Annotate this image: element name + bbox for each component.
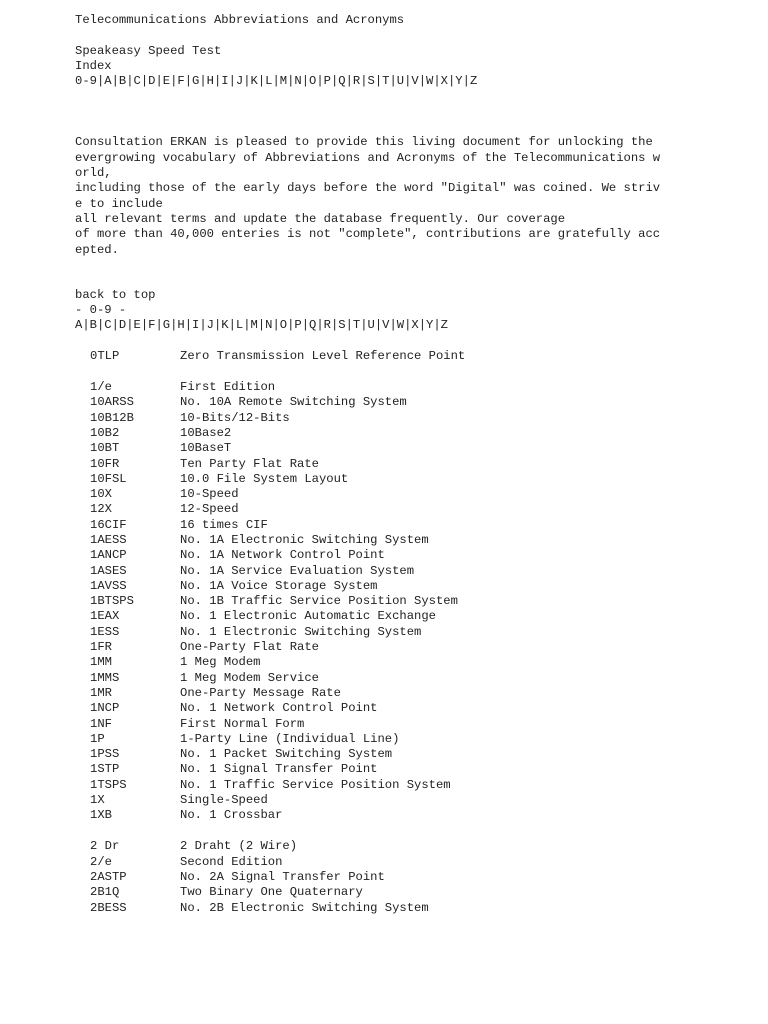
abbreviation-row — [75, 901, 755, 916]
abbreviation-term: 1BTSPS — [90, 594, 134, 609]
intro-line: orld, — [75, 166, 112, 181]
speed-test-link[interactable]: Speakeasy Speed Test — [75, 43, 222, 58]
abbreviation-row — [75, 655, 755, 670]
abbreviation-definition: No. 1 Electronic Switching System — [180, 624, 422, 639]
abbreviation-definition: One-Party Flat Rate — [180, 640, 319, 655]
abbreviation-row — [75, 701, 755, 716]
abbreviation-term: 10FSL — [90, 471, 127, 486]
abbreviation-row — [75, 885, 755, 900]
intro-line: including those of the early days before the word "Digital" was coined. We striv — [75, 181, 661, 196]
abbreviation-definition: No. 1B Traffic Service Position System — [180, 594, 458, 609]
abbreviation-term: 1ESS — [90, 624, 120, 639]
abbreviation-term: 2/e — [90, 854, 112, 869]
abbreviation-definition: No. 1A Network Control Point — [180, 548, 385, 563]
abbreviation-row — [75, 747, 755, 762]
abbreviation-definition: No. 1 Electronic Automatic Exchange — [180, 609, 436, 624]
abbreviation-definition: First Edition — [180, 380, 276, 395]
abbreviation-term: 1EAX — [90, 609, 120, 624]
letter-nav-links[interactable]: A|B|C|D|E|F|G|H|I|J|K|L|M|N|O|P|Q|R|S|T|U|V|W|X|Y|Z — [75, 318, 448, 333]
abbreviation-row — [75, 426, 755, 441]
spacer — [75, 824, 755, 840]
abbreviation-row — [75, 349, 755, 364]
index-link[interactable]: Index — [75, 58, 112, 73]
abbreviation-term: 1AESS — [90, 533, 127, 547]
abbreviation-group — [75, 839, 755, 915]
abbreviation-list — [75, 349, 755, 916]
abbreviation-definition: No. 1A Voice Storage System — [180, 578, 378, 593]
abbreviation-term: 1MMS — [90, 670, 120, 685]
abbreviation-definition: Ten Party Flat Rate — [180, 456, 319, 471]
abbreviation-term: 1ASES — [90, 563, 127, 578]
section-heading: - 0-9 - — [75, 303, 127, 318]
abbreviation-term: 12X — [90, 502, 112, 517]
abbreviation-row — [75, 564, 755, 579]
abbreviation-definition: No. 2B Electronic Switching System — [180, 900, 429, 915]
abbreviation-definition: 10.0 File System Layout — [180, 471, 349, 486]
abbreviation-term: 10FR — [90, 456, 120, 471]
abbreviation-group — [75, 380, 755, 824]
abbreviation-row — [75, 487, 755, 502]
document-title: Telecommunications Abbreviations and Acronyms — [75, 13, 405, 27]
abbreviation-row — [75, 395, 755, 410]
abbreviation-definition: 1 Meg Modem — [180, 655, 261, 670]
abbreviation-row — [75, 441, 755, 456]
spacer — [75, 28, 755, 43]
abbreviation-row — [75, 686, 755, 701]
abbreviation-term: 1MR — [90, 685, 112, 700]
document-page — [75, 13, 755, 916]
abbreviation-term: 1P — [90, 731, 105, 746]
abbreviation-row — [75, 870, 755, 885]
abbreviation-definition: First Normal Form — [180, 716, 305, 731]
abbreviation-term: 2ASTP — [90, 869, 127, 884]
abbreviation-definition: 10-Speed — [180, 487, 239, 502]
abbreviation-row — [75, 579, 755, 594]
abbreviation-row — [75, 762, 755, 777]
abbreviation-term: 10BT — [90, 441, 120, 456]
abbreviation-definition: 10BaseT — [180, 441, 232, 456]
intro-line: evergrowing vocabulary of Abbreviations and Acronyms of the Telecommunications w — [75, 150, 661, 165]
abbreviation-row — [75, 793, 755, 808]
spacer — [75, 89, 755, 135]
abbreviation-term: 1FR — [90, 640, 112, 655]
index-letter-links[interactable]: 0-9|A|B|C|D|E|F|G|H|I|J|K|L|M|N|O|P|Q|R|S|T|U|V|W|X|Y|Z — [75, 74, 478, 89]
abbreviation-row — [75, 457, 755, 472]
spacer — [75, 364, 755, 380]
spacer — [75, 334, 755, 349]
abbreviation-definition: No. 1A Service Evaluation System — [180, 563, 415, 578]
abbreviation-definition: No. 1A Electronic Switching System — [180, 533, 429, 547]
abbreviation-definition: No. 1 Crossbar — [180, 808, 283, 823]
abbreviation-row — [75, 533, 755, 548]
abbreviation-term: 1NCP — [90, 701, 120, 716]
abbreviation-row — [75, 411, 755, 426]
abbreviation-term: 10X — [90, 487, 112, 502]
abbreviation-term: 1XB — [90, 808, 112, 823]
abbreviation-term: 2BESS — [90, 900, 127, 915]
abbreviation-definition: No. 1 Signal Transfer Point — [180, 762, 378, 777]
abbreviation-row — [75, 594, 755, 609]
abbreviation-term: 1/e — [90, 380, 112, 395]
intro-line: all relevant terms and update the database frequently. Our coverage — [75, 211, 566, 226]
abbreviation-definition: 10Base2 — [180, 425, 232, 440]
abbreviation-definition: One-Party Message Rate — [180, 685, 341, 700]
intro-line: epted. — [75, 242, 119, 257]
abbreviation-row — [75, 380, 755, 395]
abbreviation-term: 1X — [90, 793, 105, 808]
abbreviation-row — [75, 518, 755, 533]
abbreviation-row — [75, 808, 755, 823]
back-to-top-link[interactable]: back to top — [75, 287, 156, 302]
abbreviation-definition: Zero Transmission Level Reference Point — [180, 349, 466, 364]
abbreviation-row — [75, 609, 755, 624]
abbreviation-term: 10B2 — [90, 425, 120, 440]
abbreviation-row — [75, 625, 755, 640]
abbreviation-term: 1NF — [90, 716, 112, 731]
abbreviation-row — [75, 502, 755, 517]
abbreviation-term: 1ANCP — [90, 548, 127, 563]
abbreviation-term: 1TSPS — [90, 777, 127, 792]
abbreviation-definition: 12-Speed — [180, 502, 239, 517]
abbreviation-row — [75, 732, 755, 747]
abbreviation-definition: Single-Speed — [180, 793, 268, 808]
abbreviation-term: 2 Dr — [90, 839, 120, 854]
abbreviation-definition: No. 1 Traffic Service Position System — [180, 777, 451, 792]
abbreviation-row — [75, 717, 755, 732]
abbreviation-row — [75, 855, 755, 870]
abbreviation-row — [75, 839, 755, 854]
intro-paragraph — [75, 135, 755, 257]
abbreviation-definition: No. 1 Packet Switching System — [180, 747, 393, 762]
abbreviation-definition: 1 Meg Modem Service — [180, 670, 319, 685]
abbreviation-term: 1AVSS — [90, 578, 127, 593]
abbreviation-term: 0TLP — [90, 349, 120, 364]
abbreviation-term: 1STP — [90, 762, 120, 777]
abbreviation-row — [75, 640, 755, 655]
abbreviation-definition: 1-Party Line (Individual Line) — [180, 731, 400, 746]
abbreviation-definition: 10-Bits/12-Bits — [180, 410, 290, 425]
abbreviation-definition: No. 1 Network Control Point — [180, 701, 378, 716]
intro-line: e to include — [75, 196, 163, 211]
spacer — [75, 258, 755, 288]
abbreviation-group — [75, 349, 755, 364]
intro-line: of more than 40,000 enteries is not "complete", contributions are gratefully acc — [75, 227, 661, 242]
abbreviation-row — [75, 778, 755, 793]
abbreviation-row — [75, 548, 755, 563]
abbreviation-definition: 16 times CIF — [180, 517, 268, 532]
abbreviation-definition: Two Binary One Quaternary — [180, 885, 363, 900]
abbreviation-row — [75, 472, 755, 487]
abbreviation-definition: No. 2A Signal Transfer Point — [180, 869, 385, 884]
abbreviation-term: 10B12B — [90, 410, 134, 425]
abbreviation-definition: Second Edition — [180, 854, 283, 869]
abbreviation-term: 1MM — [90, 655, 112, 670]
abbreviation-term: 16CIF — [90, 517, 127, 532]
abbreviation-definition: 2 Draht (2 Wire) — [180, 839, 298, 854]
abbreviation-term: 10ARSS — [90, 395, 134, 410]
abbreviation-row — [75, 671, 755, 686]
abbreviation-definition: No. 10A Remote Switching System — [180, 395, 407, 410]
intro-line: Consultation ERKAN is pleased to provide this living document for unlocking the — [75, 135, 653, 150]
abbreviation-term: 1PSS — [90, 747, 120, 762]
abbreviation-term: 2B1Q — [90, 885, 120, 900]
